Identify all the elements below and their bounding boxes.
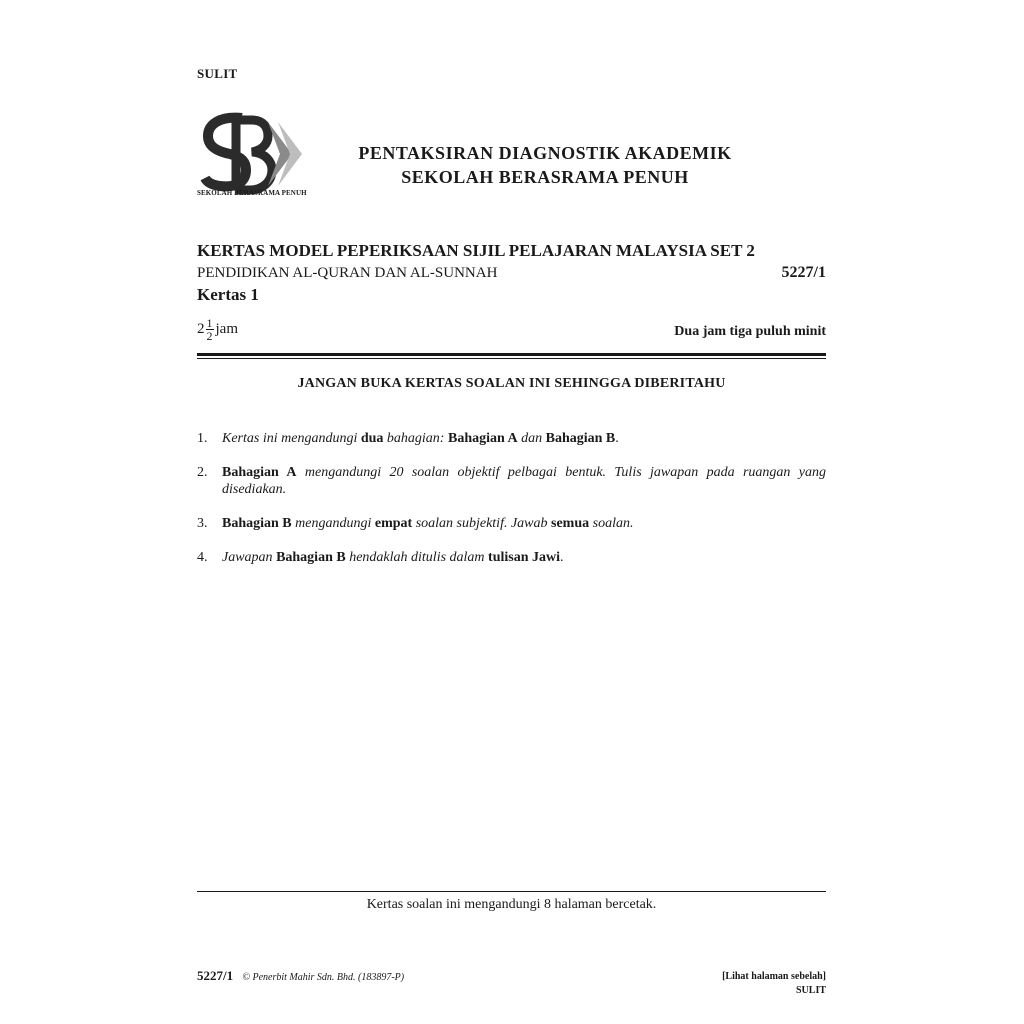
instruction-segment: dua (360, 431, 384, 446)
duration-numeric (197, 317, 238, 342)
footer-left (197, 968, 404, 984)
footer-copyright: © Penerbit Mahir Sdn. Bhd. (183897-P) (242, 972, 405, 983)
paper-title: KERTAS MODEL PEPERIKSAAN SIJIL PELAJARAN MALAYSIA SET 2 (197, 241, 755, 260)
instructions-list (197, 430, 826, 583)
instruction-segment: . (615, 431, 619, 446)
duration-unit: jam (215, 321, 238, 337)
next-page-note: [Lihat halaman sebelah] (722, 971, 826, 982)
instruction-segment: empat (374, 516, 413, 531)
header-divider-thick (197, 353, 826, 356)
exam-header-title (300, 141, 790, 189)
logo-caption: SEKOLAH BERASRAMA PENUH (197, 189, 307, 197)
duration-words: Dua jam tiga puluh minit (674, 324, 826, 339)
instruction-segment: semua (551, 516, 590, 531)
classification-label-bottom: SULIT (795, 985, 826, 996)
instruction-segment: soalan. (589, 516, 634, 531)
duration-row (197, 317, 826, 351)
fraction-denominator: 2 (206, 329, 213, 343)
fraction-numerator: 1 (206, 316, 213, 330)
instruction-segment: . (560, 550, 564, 565)
instruction-segment: Bahagian B (276, 550, 346, 565)
instruction-segment: tulisan Jawi (488, 550, 560, 565)
instruction-segment: Bahagian A (447, 431, 518, 446)
instruction-item (197, 549, 826, 566)
instruction-segment: mengandungi (291, 516, 375, 531)
subject-name: PENDIDIKAN AL-QURAN DAN AL-SUNNAH (197, 265, 498, 281)
instruction-item (197, 464, 826, 498)
instruction-segment: hendaklah ditulis dalam (345, 550, 489, 565)
duration-fraction (206, 317, 214, 342)
instruction-segment: dan (517, 431, 546, 446)
instruction-segment: soalan subjektif. Jawab (412, 516, 552, 531)
instruction-text (222, 516, 633, 531)
instruction-number: 3. (197, 516, 208, 531)
footer-divider (197, 891, 826, 892)
instruction-text (222, 431, 619, 446)
page-count-note: Kertas soalan ini mengandungi 8 halaman bercetak. (366, 897, 657, 912)
instruction-segment: bahagian: (383, 431, 448, 446)
sbp-logo-icon (198, 112, 310, 198)
instruction-item (197, 430, 826, 447)
duration-whole: 2 (197, 321, 205, 337)
instruction-number: 1. (197, 431, 208, 446)
instruction-segment: Bahagian B (222, 516, 292, 531)
subject-row (197, 265, 826, 285)
header-title-line1: PENTAKSIRAN DIAGNOSTIK AKADEMIK (358, 143, 732, 163)
paper-number: Kertas 1 (197, 285, 259, 304)
instruction-segment: Kertas ini mengandungi (222, 431, 361, 446)
instruction-segment: mengandungi 20 soalan objektif pelbagai bentuk. Tulis jawapan pada ruangan yang disediakan. (222, 465, 827, 497)
instruction-item (197, 515, 826, 532)
instruction-segment: Jawapan (222, 550, 277, 565)
do-not-open-warning: JANGAN BUKA KERTAS SOALAN INI SEHINGGA DIBERITAHU (297, 376, 726, 391)
instruction-segment: Bahagian A (222, 465, 297, 480)
subject-code: 5227/1 (781, 264, 826, 281)
instruction-text (222, 465, 826, 497)
instruction-number: 4. (197, 550, 208, 565)
footer-right (722, 970, 826, 998)
footer-paper-code: 5227/1 (197, 968, 234, 983)
instruction-number: 2. (197, 465, 208, 480)
instruction-text (222, 550, 564, 565)
classification-label-top: SULIT (197, 66, 238, 81)
instruction-segment: Bahagian B (545, 431, 616, 446)
header-title-line2: SEKOLAH BERASRAMA PENUH (401, 167, 689, 187)
header-divider-thin (197, 358, 826, 359)
